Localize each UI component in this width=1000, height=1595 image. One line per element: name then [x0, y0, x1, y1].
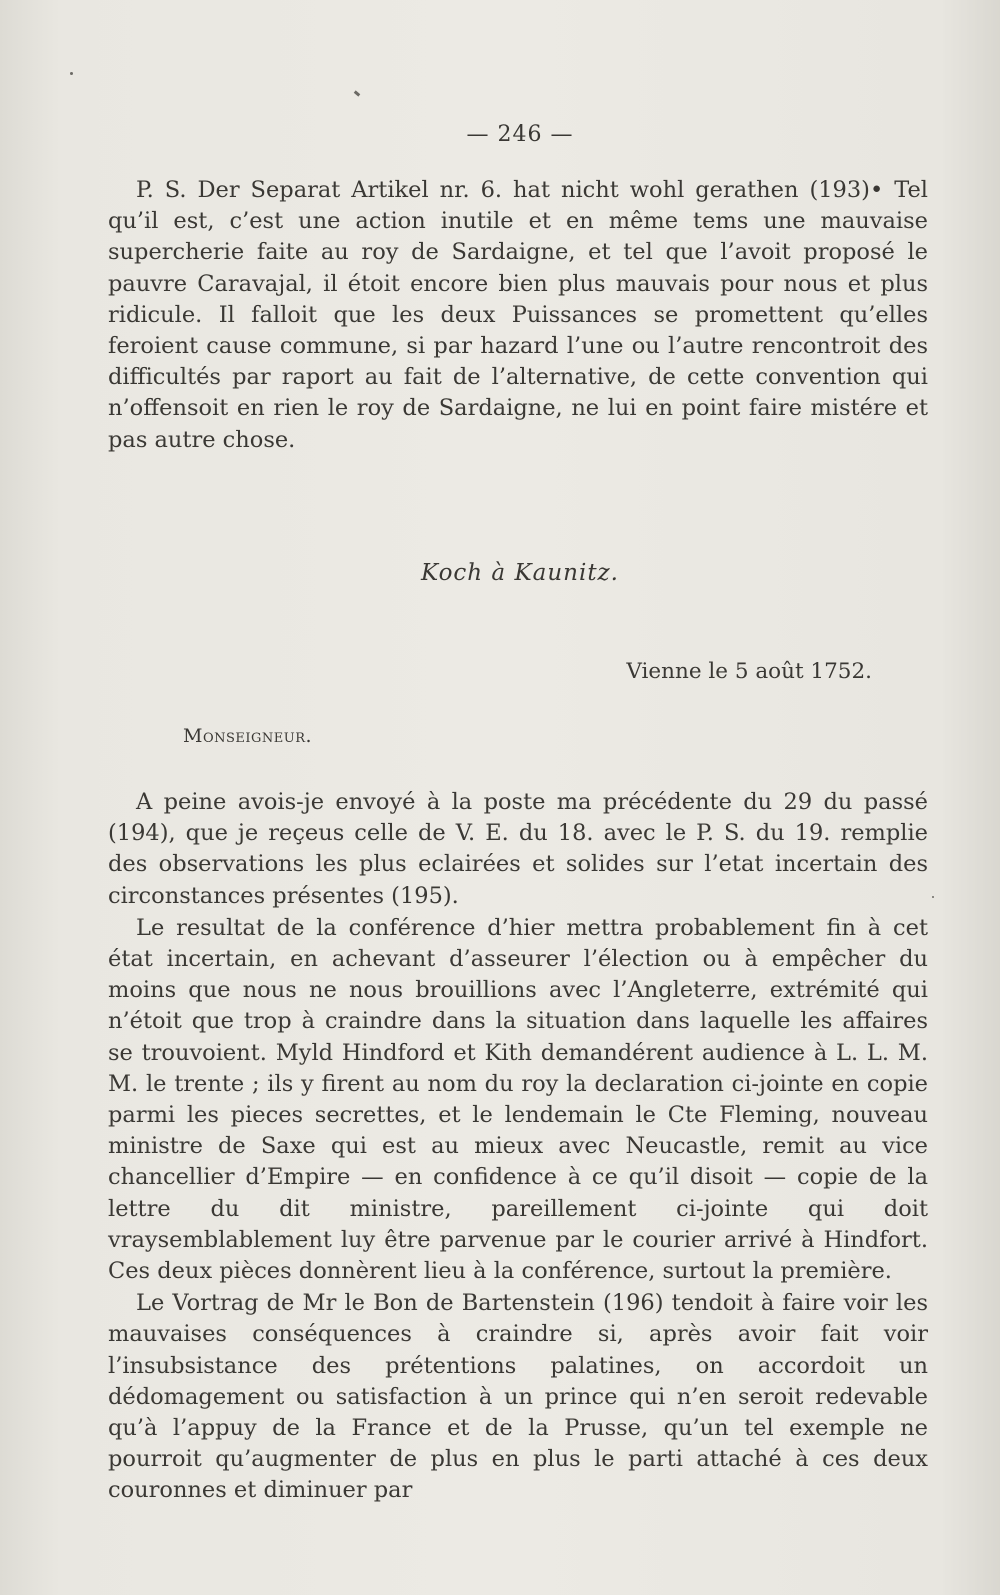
letter-paragraph: A peine avois-je envoyé à la poste ma précédente du 29 du passé (194), que je reçeus celle de V. E. du 18. avec le P. S. du 19. remplie des observations les plus eclairées et solides sur l’etat incertain des circonstances présentes (195).	[108, 789, 928, 909]
letter-salutation: Monseigneur.	[183, 725, 313, 747]
ink-speck	[70, 72, 73, 75]
letter-heading: Koch à Kaunitz.	[421, 560, 619, 586]
letter-paragraph: Le Vortrag de Mr le Bon de Bartenstein (196) tendoit à faire voir les mauvaises conséquences à craindre si, après avoir fait voir l’insubsistance des prétentions palatines, on accordoit un dédomagement ou satisfaction à un prince qui n’en seroit redevable qu’à l’appuy de la France et de la Prusse, qu’un tel exemple ne pourroit qu’augmenter de plus en plus le parti attaché à ces deux couronnes et diminuer par	[108, 1290, 928, 1504]
ink-speck	[354, 90, 361, 96]
postscript-section	[108, 175, 928, 456]
ink-speck	[932, 896, 934, 898]
page-number: — 246 —	[466, 122, 574, 147]
letter-paragraph: Le resultat de la conférence d’hier mettra probablement fin à cet état incertain, en achevant d’asseurer l’élection ou à empêcher du moins que nous ne nous brouillions avec l’Angleterre, extrémité qui n’étoit que trop à craindre dans la situation dans laquelle les affaires se trouvoient. Myld Hindford et Kith demandérent audience à L. L. M. M. le trente ; ils y firent au nom du roy la declaration ci-jointe en copie parmi les pieces secrettes, et le lendemain le Cte Fleming, nouveau ministre de Saxe qui est au mieux avec Neucastle, remit au vice chancellier d’Empire — en confidence à ce qu’il disoit — copie de la lettre du dit ministre, pareillement ci-jointe qui doit vraysemblablement luy être parvenue par le courier arrivé à Hindfort. Ces deux pièces donnèrent lieu à la conférence, surtout la première.	[108, 914, 928, 1285]
letter-dateline: Vienne le 5 août 1752.	[626, 659, 872, 684]
letter-body	[108, 787, 928, 1507]
postscript-paragraph: P. S. Der Separat Artikel nr. 6. hat nicht wohl gerathen (193)• Tel qu’il est, c’est une action inutile et en même tems une mauvaise supercherie faite au roy de Sardaigne, et tel que l’avoit proposé le pauvre Caravajal, il étoit encore bien plus mauvais pour nous et plus ridicule. Il falloit que les deux Puissances se promettent qu’elles feroient cause commune, si par hazard l’une ou l’autre rencontroit des difficultés par raport au fait de l’alternative, de cette convention qui n’offensoit en rien le roy de Sardaigne, ne lui en point faire mistére et pas autre chose.	[108, 177, 928, 453]
